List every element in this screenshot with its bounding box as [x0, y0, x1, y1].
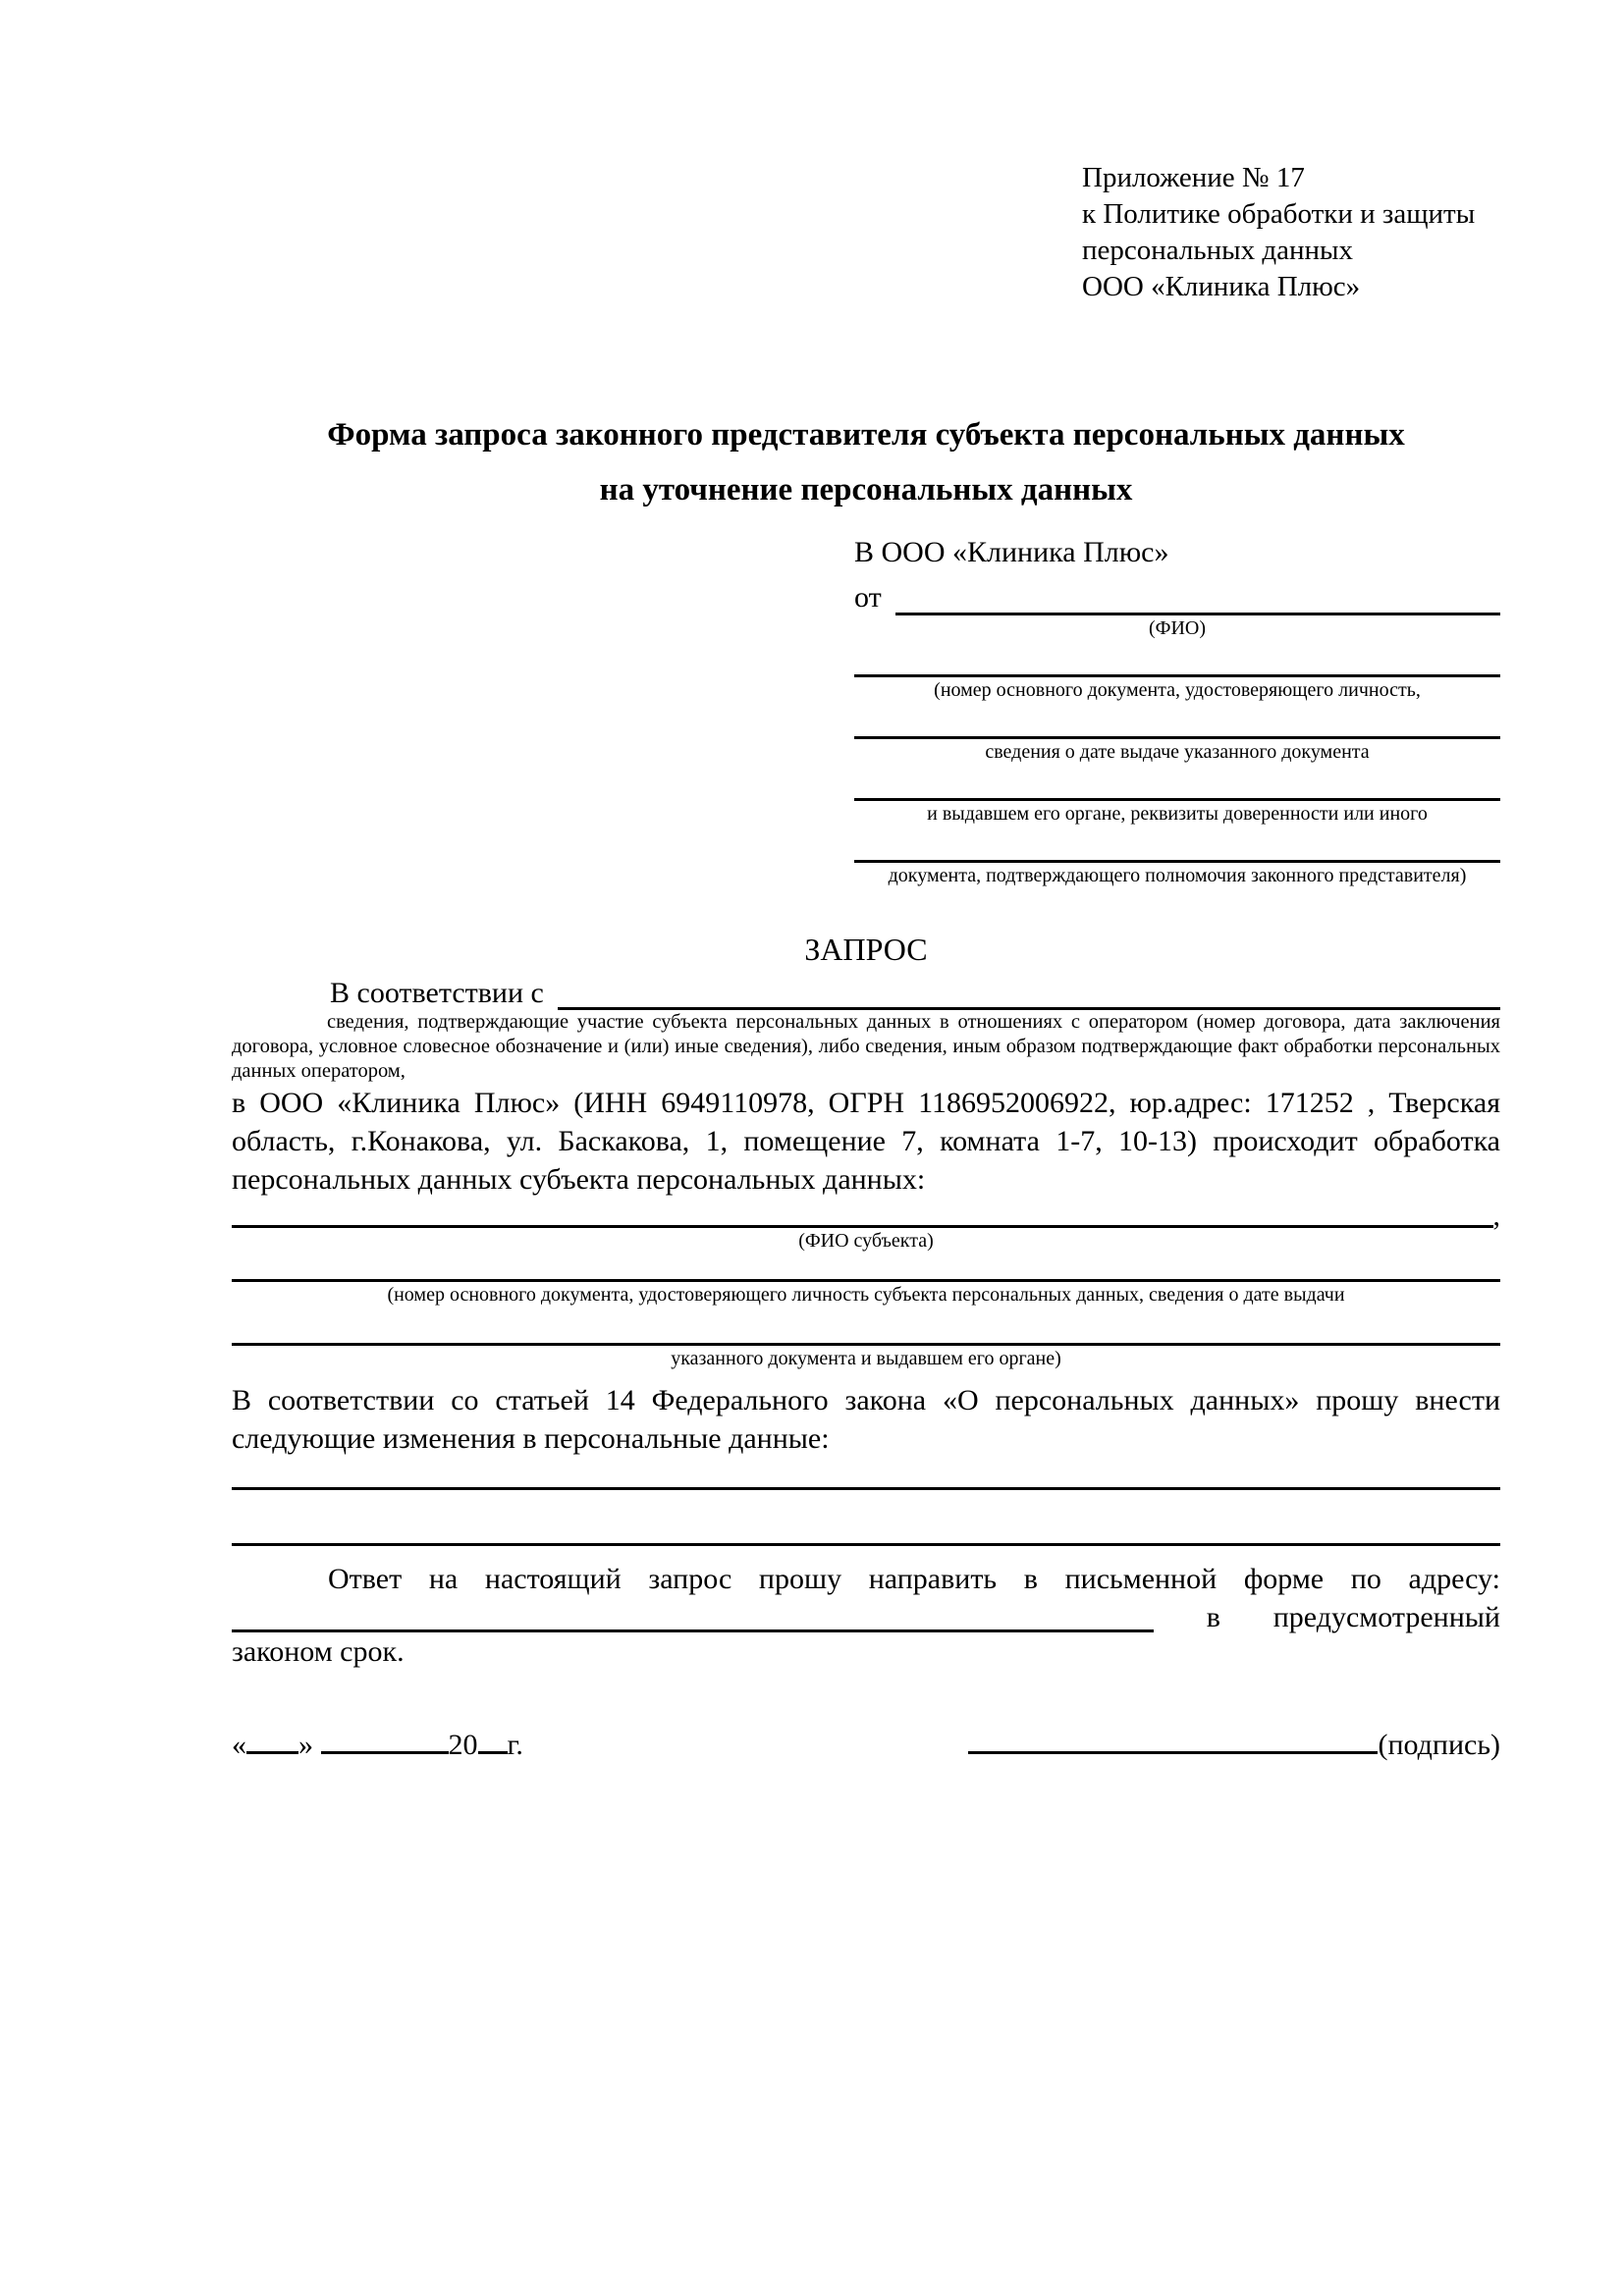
answer-term-line: законом срок. — [232, 1635, 405, 1668]
answer-address-field-line — [232, 1599, 1154, 1632]
subject-fio-caption: (ФИО субъекта) — [798, 1230, 934, 1252]
signature-field-line — [968, 1726, 1378, 1754]
basis-field-line — [558, 971, 1500, 1010]
subject-fio-field-row — [232, 1199, 1500, 1232]
basis-lead-text: В соответствии с — [330, 977, 544, 1009]
basis-field-row — [232, 971, 1500, 1010]
document-title-line-1: Форма запроса законного представителя субъекта персональных данных — [327, 417, 1405, 453]
representative-doc-field-line — [854, 765, 1500, 801]
request-heading: ЗАПРОС — [804, 932, 928, 967]
representative-doc-caption: (номер основного документа, удостоверяющего личность, — [934, 679, 1421, 701]
appendix-reference-block — [1082, 160, 1500, 305]
representative-doc-field-line — [854, 641, 1500, 677]
date-field-group — [232, 1726, 523, 1762]
subject-fio-field-line — [232, 1199, 1493, 1228]
signature-caption: (подпись) — [1378, 1729, 1500, 1761]
answer-request-line: Ответ на настоящий запрос прошу направить в письменной форме по адресу: — [328, 1563, 1500, 1595]
subject-doc-caption-2: указанного документа и выдавшем его органе) — [671, 1348, 1061, 1369]
date-signature-row — [232, 1719, 1500, 1762]
from-field-line — [895, 574, 1500, 615]
appendix-line: Приложение № 17 — [1082, 162, 1305, 193]
document-title — [232, 407, 1500, 517]
appendix-line: к Политике обработки и защиты — [1082, 198, 1476, 230]
operator-paragraph: в ООО «Клиника Плюс» (ИНН 6949110978, ОГРН 1186952006922, юр.адрес: 171252 , Тверская область, г.Конакова, ул. Баскакова, 1, помещение 7, комната 1-7, 10-13) происходит обработка персональных данных субъекта персональных данных: — [232, 1087, 1500, 1196]
date-day-field-line — [246, 1726, 298, 1754]
representative-doc-caption: документа, подтверждающего полномочия законного представителя) — [888, 865, 1467, 886]
date-year-field-line — [478, 1726, 508, 1754]
appendix-line: персональных данных — [1082, 235, 1354, 266]
from-field-row — [854, 574, 1500, 615]
changes-field-line — [232, 1458, 1500, 1490]
date-quote-open: « — [232, 1729, 246, 1761]
representative-doc-field-line — [854, 827, 1500, 863]
signature-field-group — [968, 1726, 1500, 1762]
answer-word-in: в — [1206, 1601, 1220, 1633]
appendix-line: ООО «Клиника Плюс» — [1082, 271, 1361, 302]
subject-doc-field-line — [232, 1308, 1500, 1346]
representative-doc-field-line — [854, 703, 1500, 739]
addressee-block — [854, 531, 1500, 888]
changes-field-line — [232, 1490, 1500, 1546]
fio-caption: (ФИО) — [1148, 617, 1206, 639]
basis-footnote: сведения, подтверждающие участие субъекта персональных данных в отношениях с оператором (номер договора, дата заключения договора, условное словесное обозначение и (или) иные сведения), либо сведения, иным образом подтверждающие факт обработки персональных данных оператором, — [232, 1011, 1500, 1082]
answer-word-tail: предусмотренный — [1272, 1601, 1500, 1633]
representative-doc-caption: сведения о дате выдаче указанного документа — [985, 741, 1370, 763]
addressee-to: В ООО «Клиника Плюс» — [854, 536, 1169, 568]
document-title-line-2: на уточнение персональных данных — [599, 472, 1133, 507]
date-month-field-line — [321, 1726, 449, 1754]
from-label: от — [854, 581, 882, 614]
representative-doc-caption: и выдавшем его органе, реквизиты доверенности или иного — [927, 803, 1428, 825]
date-year-prefix: 20 — [448, 1729, 478, 1761]
law-paragraph: В соответствии со статьей 14 Федерального закона «О персональных данных» прошу внести следующие изменения в персональные данные: — [232, 1384, 1500, 1455]
answer-address-row — [232, 1599, 1500, 1632]
subject-doc-field-line — [232, 1254, 1500, 1282]
subject-doc-caption-1: (номер основного документа, удостоверяющего личность субъекта персональных данных, сведения о дате выдачи — [387, 1284, 1345, 1306]
subject-fio-comma: , — [1492, 1200, 1500, 1232]
date-year-suffix: г. — [507, 1729, 523, 1761]
date-quote-close: » — [298, 1729, 313, 1761]
